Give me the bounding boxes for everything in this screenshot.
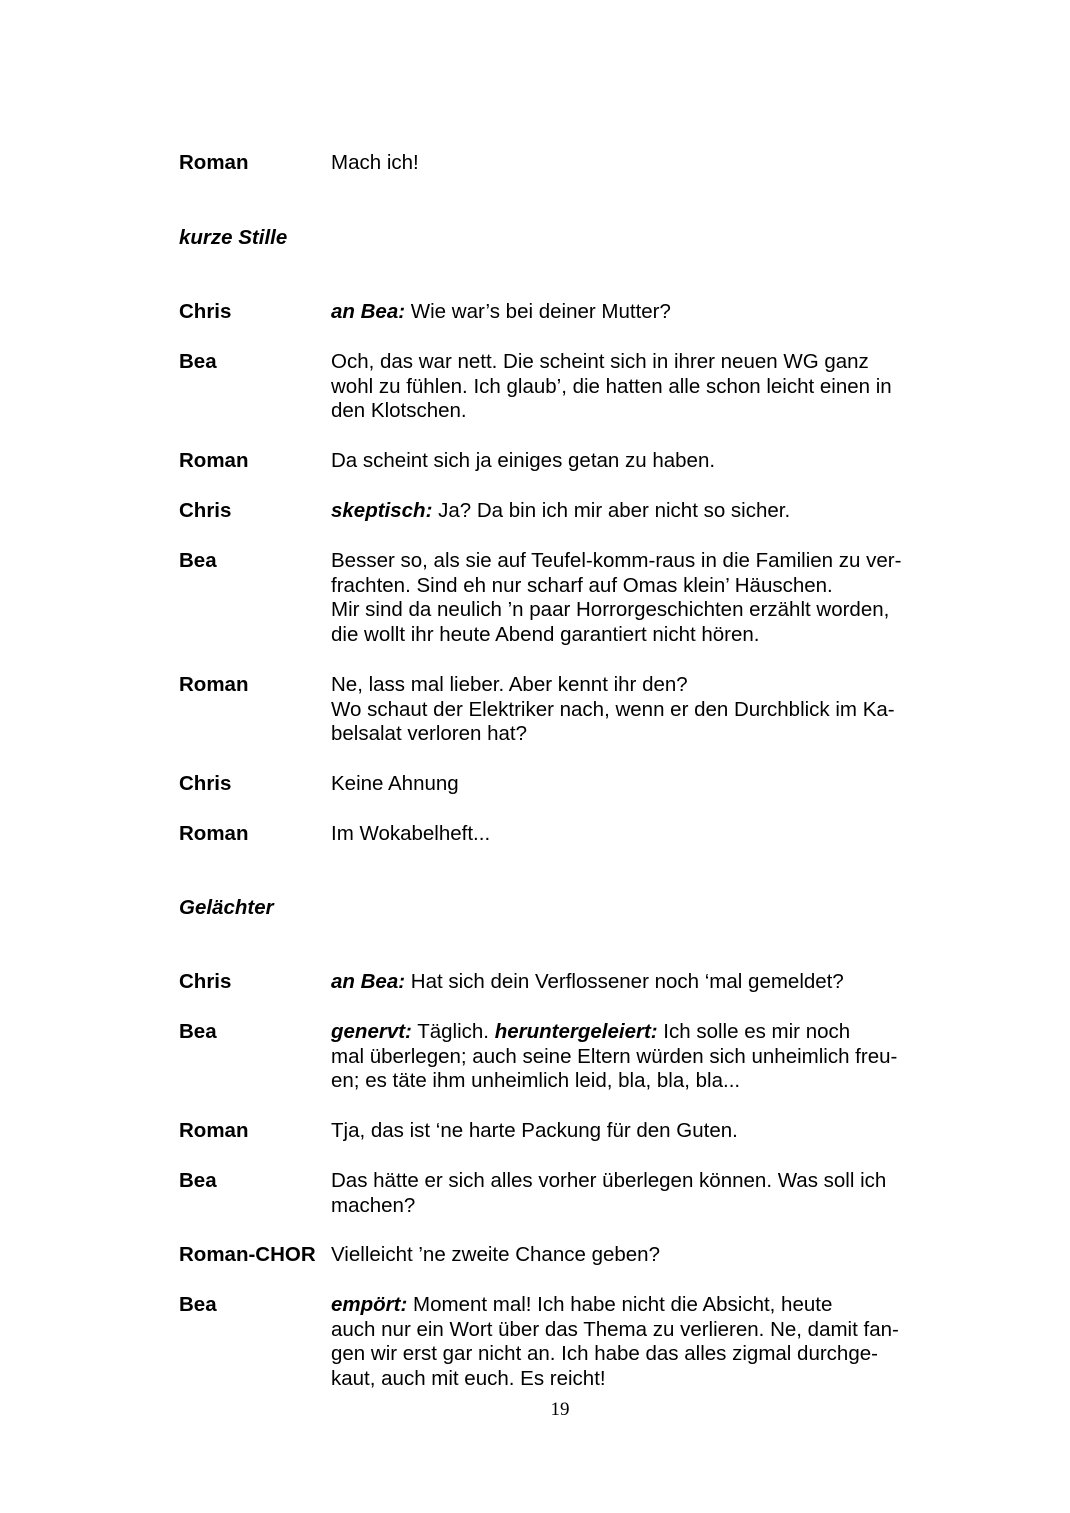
speaker-name: Bea — [179, 1020, 217, 1043]
speech-segment: Besser so, als sie auf Teufel-komm-raus in die Familien zu ver- — [331, 549, 902, 572]
speech-text — [331, 1119, 951, 1144]
stage-direction-inline: genervt: — [331, 1020, 412, 1043]
speech-segment: wohl zu fühlen. Ich glaub’, die hatten alle schon leicht einen in — [331, 374, 892, 398]
stage-direction: kurze Stille — [179, 226, 288, 249]
speech-segment: Im Wokabelheft... — [331, 822, 491, 845]
speech-line — [331, 1342, 951, 1367]
speech-segment: kaut, auch mit euch. Es reicht! — [331, 1366, 606, 1390]
speech-line — [331, 1293, 951, 1318]
speech-segment: Ja? Da bin ich mir aber nicht so sicher. — [432, 499, 791, 522]
speech-line — [331, 399, 951, 424]
speaker-name: Chris — [179, 970, 232, 993]
speech-line — [331, 449, 951, 474]
speaker-name: Roman — [179, 151, 249, 174]
page-number: 19 — [550, 1399, 570, 1420]
speech-segment: die wollt ihr heute Abend garantiert nicht hören. — [331, 622, 760, 646]
speech-text — [331, 151, 951, 176]
speech-segment: Keine Ahnung — [331, 772, 459, 795]
speech-line — [331, 1069, 951, 1094]
speech-line — [331, 1194, 951, 1219]
speaker-name: Roman — [179, 673, 249, 696]
speech-segment: gen wir erst gar nicht an. Ich habe das alles zigmal durchge- — [331, 1342, 878, 1365]
speech-segment: Hat sich dein Verflossener noch ‘mal gemeldet? — [405, 970, 844, 993]
speaker-name: Roman — [179, 822, 249, 845]
speech-text — [331, 1020, 951, 1094]
speech-line — [331, 350, 951, 375]
speech-line — [331, 1045, 951, 1070]
speech-line — [331, 822, 951, 847]
speech-line — [331, 598, 951, 623]
speech-segment: Das hätte er sich alles vorher überlegen können. Was soll ich — [331, 1169, 887, 1192]
speech-line — [331, 1367, 951, 1392]
speech-segment: frachten. Sind eh nur scharf auf Omas klein’ Häuschen. — [331, 573, 833, 597]
speech-line — [331, 300, 951, 325]
speech-line — [331, 549, 951, 574]
speech-text — [331, 673, 951, 747]
speech-line — [331, 574, 951, 599]
speech-text — [331, 1293, 951, 1391]
speech-segment: Da scheint sich ja einiges getan zu haben. — [331, 449, 716, 472]
speech-text — [331, 1169, 951, 1218]
speaker-name: Bea — [179, 1293, 217, 1316]
speech-text — [331, 549, 951, 647]
speaker-name: Bea — [179, 1169, 217, 1192]
speech-text — [331, 300, 951, 325]
speaker-name: Chris — [179, 499, 232, 522]
speech-segment: Täglich. — [411, 1020, 495, 1043]
speech-text — [331, 350, 951, 424]
speech-segment: Och, das war nett. Die scheint sich in ihrer neuen WG ganz — [331, 350, 869, 373]
speech-segment: Mir sind da neulich ’n paar Horrorgeschichten erzählt worden, — [331, 598, 890, 621]
stage-direction-inline: skeptisch: — [331, 499, 433, 522]
speech-line — [331, 1119, 951, 1144]
speech-line — [331, 623, 951, 648]
speech-segment: Ne, lass mal lieber. Aber kennt ihr den? — [331, 673, 688, 696]
stage-direction-inline: empört: — [331, 1293, 408, 1316]
speech-segment: auch nur ein Wort über das Thema zu verlieren. Ne, damit fan- — [331, 1317, 899, 1341]
speech-text — [331, 970, 951, 995]
speech-text — [331, 772, 951, 797]
speech-line — [331, 1243, 951, 1268]
speech-line — [331, 673, 951, 698]
speech-segment: Tja, das ist ‘ne harte Packung für den Guten. — [331, 1119, 738, 1142]
speech-segment: Vielleicht ’ne zweite Chance geben? — [331, 1243, 660, 1266]
speech-segment: Wie war’s bei deiner Mutter? — [405, 300, 671, 323]
speech-segment: Mach ich! — [331, 151, 419, 174]
speaker-name: Roman-CHOR — [179, 1243, 316, 1266]
speech-segment: machen? — [331, 1193, 416, 1217]
speech-line — [331, 151, 951, 176]
speech-text — [331, 449, 951, 474]
speech-segment: en; es täte ihm unheimlich leid, bla, bla, bla... — [331, 1069, 741, 1092]
speech-line — [331, 722, 951, 747]
speech-line — [331, 1169, 951, 1194]
speaker-name: Roman — [179, 1119, 249, 1142]
speaker-name: Bea — [179, 350, 217, 373]
speaker-name: Bea — [179, 549, 217, 572]
stage-direction-inline: an Bea: — [331, 300, 406, 323]
speaker-name: Roman — [179, 449, 249, 472]
speech-segment: belsalat verloren hat? — [331, 722, 528, 745]
stage-direction: Gelächter — [179, 896, 274, 919]
speech-text — [331, 822, 951, 847]
speech-line — [331, 1318, 951, 1343]
speech-segment: den Klotschen. — [331, 399, 467, 422]
speaker-name: Chris — [179, 300, 232, 323]
speaker-name: Chris — [179, 772, 232, 795]
speech-text — [331, 1243, 951, 1268]
speech-segment: mal überlegen; auch seine Eltern würden sich unheimlich freu- — [331, 1044, 898, 1068]
speech-segment: Moment mal! Ich habe nicht die Absicht, heute — [407, 1293, 833, 1316]
speech-line — [331, 499, 951, 524]
speech-text — [331, 499, 951, 524]
speech-line — [331, 772, 951, 797]
stage-direction-inline: an Bea: — [331, 970, 406, 993]
speech-segment: Wo schaut der Elektriker nach, wenn er den Durchblick im Ka- — [331, 697, 895, 721]
speech-line — [331, 970, 951, 995]
speech-line — [331, 375, 951, 400]
speech-line — [331, 698, 951, 723]
speech-line — [331, 1020, 951, 1045]
speech-segment: Ich solle es mir noch — [657, 1020, 851, 1043]
stage-direction-inline: heruntergeleiert: — [494, 1020, 658, 1043]
